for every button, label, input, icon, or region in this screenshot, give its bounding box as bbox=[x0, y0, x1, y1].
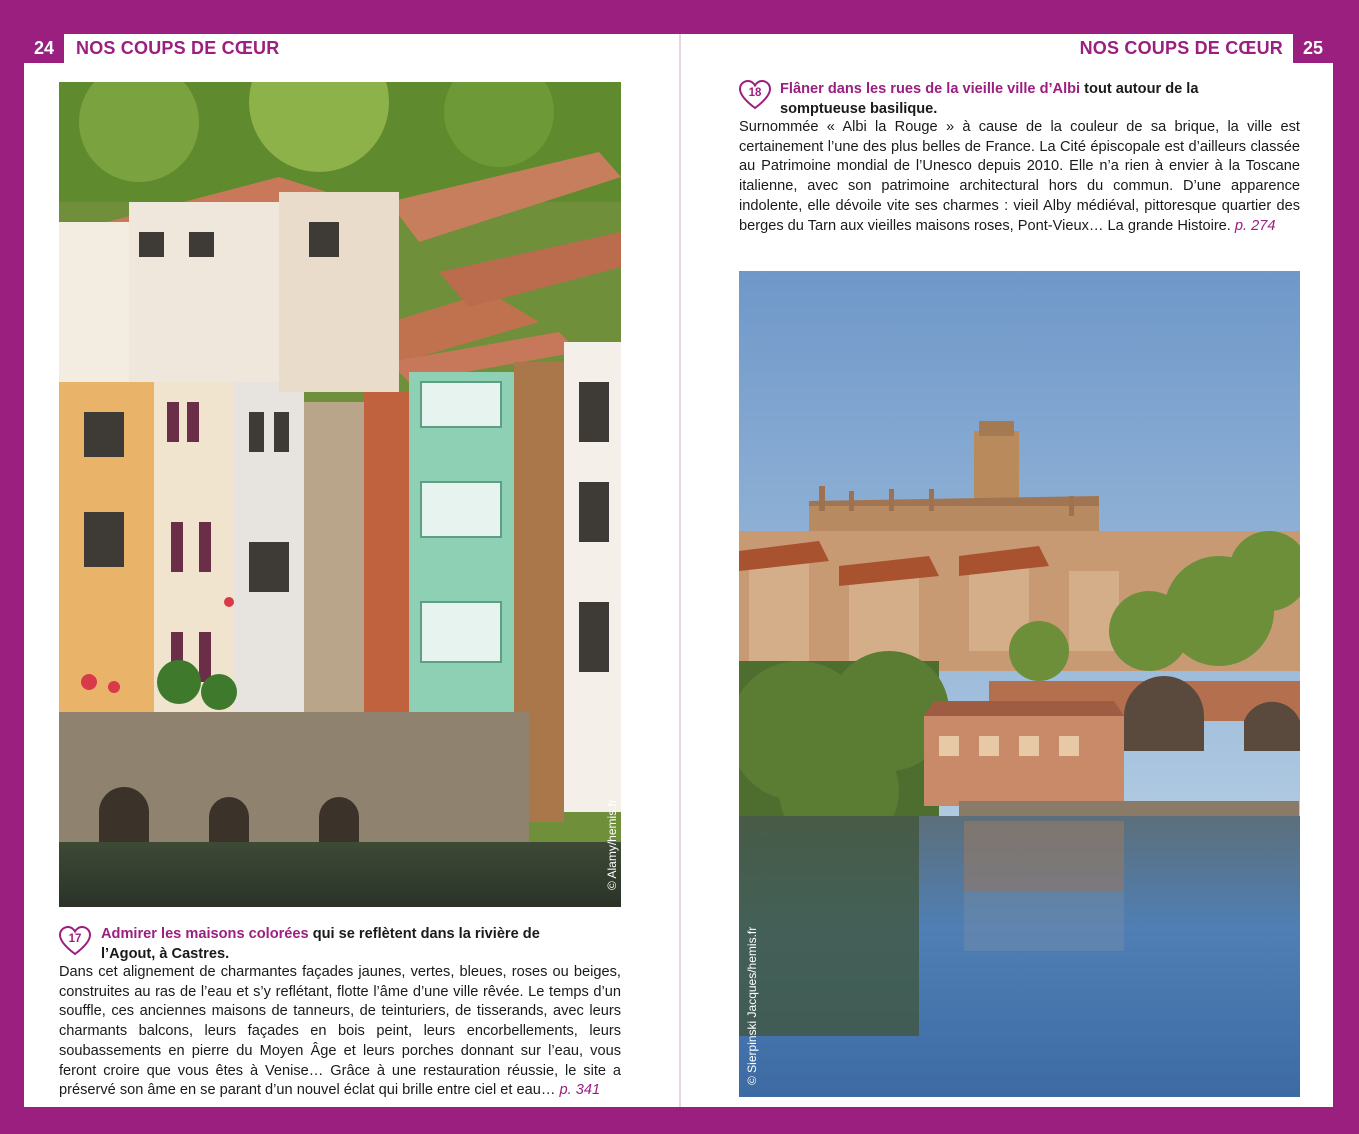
castres-houses-illustration bbox=[59, 82, 621, 907]
item-17-headline bbox=[101, 925, 596, 964]
castres-houses-photo bbox=[59, 82, 621, 907]
albi-cathedral-photo bbox=[739, 271, 1300, 1097]
item-17-body-text: Dans cet alignement de charmantes façades jaunes, vertes, bleues, roses ou beiges, construites au ras de l’eau et s’y reflétant, flotte l’âme d’une ville rêvée. Le temps d’un souffle, ces anciennes maisons de tanneurs, de teinturiers, de tisserands, avec leurs charmants balcons, leurs façades en bois peint, leurs encorbellements, leurs soubassements en pierre du Moyen Âge et leurs porches donnant sur l’eau, vous feront croire que vous êtes à Venise… Grâce à une restauration réussie, le site a préservé son âme en se parant d’un nouvel éclat qui brille entre ciel et eau… bbox=[59, 964, 621, 1099]
right-page-number: 25 bbox=[1293, 34, 1333, 63]
item-17-body bbox=[59, 963, 621, 1101]
item-18-highlight: Flâner dans les rues de la vieille ville d’Albi bbox=[780, 81, 1081, 97]
left-running-head: NOS COUPS DE CŒUR bbox=[76, 38, 280, 58]
right-photo-credit: © Sierpinski Jacques/hemis.fr bbox=[745, 926, 759, 1085]
item-17-number: 17 bbox=[68, 933, 82, 945]
item-17-page-ref: p. 341 bbox=[559, 1082, 601, 1099]
right-running-head: NOS COUPS DE CŒUR bbox=[1079, 38, 1283, 58]
albi-cathedral-illustration bbox=[739, 271, 1300, 1097]
left-photo-credit: © Alamy/hemis.fr bbox=[605, 799, 619, 890]
item-17-heart-icon bbox=[58, 926, 92, 956]
item-18-headline-rest: tout autour de la somptueuse basilique. bbox=[780, 81, 1199, 117]
item-18-heart-icon bbox=[738, 80, 772, 110]
page-gutter bbox=[679, 34, 681, 1107]
item-18-headline bbox=[780, 80, 1230, 119]
item-17-headline-rest: qui se reflètent dans la rivière de l’Agout, à Castres. bbox=[101, 926, 540, 962]
item-18-body bbox=[739, 118, 1300, 236]
item-18-body-text: Surnommée « Albi la Rouge » à cause de la couleur de sa brique, la ville est certainement l’une des plus belles de France. La Cité épiscopale est d’ailleurs classée au Patrimoine mondial de l’Unesco depuis 2010. Elle n’a rien à envier à la Toscane italienne, avec son patrimoine architectural hors du commun. D’une apparence indolente, elle dévoile vite ses charmes : vieil Alby médiéval, pittoresque quartier des berges du Tarn aux vieilles maisons roses, Pont-Vieux… La grande Histoire. bbox=[739, 119, 1300, 234]
item-18-page-ref: p. 274 bbox=[1234, 217, 1276, 234]
left-page-number: 24 bbox=[24, 34, 64, 63]
item-18-number: 18 bbox=[748, 87, 762, 99]
item-17-highlight: Admirer les maisons colorées bbox=[101, 926, 309, 942]
